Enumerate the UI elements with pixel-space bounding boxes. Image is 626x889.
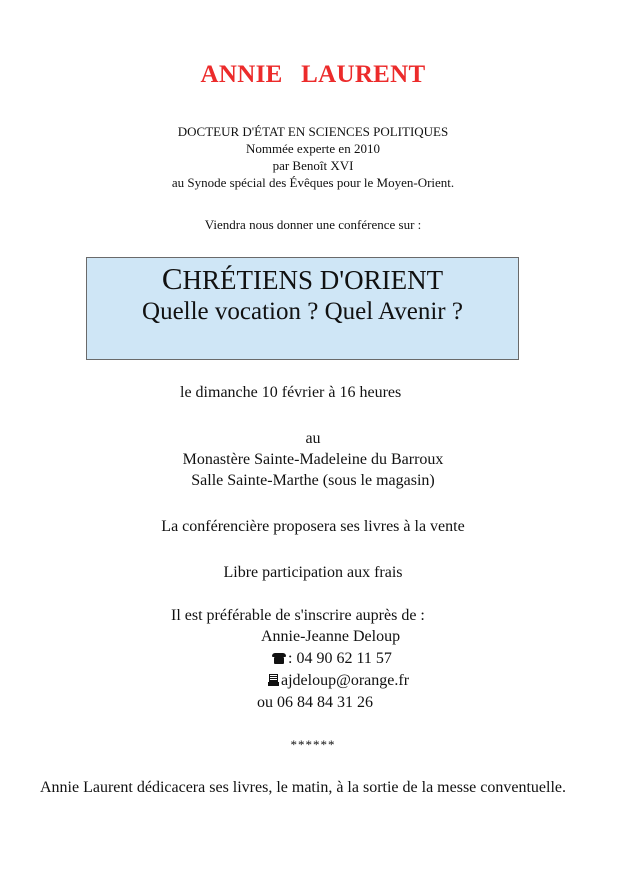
venue-line: Monastère Sainte-Madeleine du Barroux (182, 451, 444, 468)
conference-title (87, 263, 518, 296)
contact-name: Annie-Jeanne Deloup (261, 628, 401, 645)
speaker-first-name: ANNIE (200, 61, 283, 88)
credential-line: Nommée experte en 2010 (246, 141, 380, 156)
credential-line: DOCTEUR D'ÉTAT EN SCIENCES POLITIQUES (177, 124, 449, 139)
credential-line: par Benoît XVI (272, 158, 354, 173)
venue-line: Salle Sainte-Marthe (sous le magasin) (191, 472, 435, 489)
conference-subtitle: Quelle vocation ? Quel Avenir ? (142, 298, 463, 325)
speaker-name (0, 61, 626, 89)
contact-email-address[interactable]: ajdeloup@orange.fr (281, 672, 410, 689)
registration-note: Il est préférable de s'inscrire auprès de : (171, 607, 425, 624)
speaker-last-name: LAURENT (301, 61, 426, 88)
email-icon (268, 674, 279, 686)
contact-email (268, 670, 409, 691)
contact-phone (272, 648, 392, 669)
event-date: le dimanche 10 février à 16 heures (180, 384, 402, 401)
conference-title-box (86, 257, 519, 360)
title-rest: HRÉTIENS D'ORIENT (182, 265, 444, 295)
separator: ****** (290, 737, 336, 752)
contact-alt-phone: ou 06 84 84 31 26 (257, 694, 373, 711)
contact-phone-number: : 04 90 62 11 57 (288, 650, 392, 667)
book-sale-note: La conférencière proposera ses livres à la vente (161, 518, 465, 535)
telephone-icon (272, 653, 286, 664)
title-initial: C (161, 261, 183, 296)
credential-line: au Synode spécial des Évêques pour le Moyen-Orient. (171, 175, 455, 190)
intro-text: Viendra nous donner une conférence sur : (204, 217, 422, 232)
dedication-note: Annie Laurent dédicacera ses livres, le matin, à la sortie de la messe conventuelle. (40, 779, 567, 796)
speaker-credentials (0, 123, 626, 191)
event-venue (0, 428, 626, 491)
fees-note: Libre participation aux frais (223, 564, 403, 581)
venue-line: au (305, 430, 321, 447)
